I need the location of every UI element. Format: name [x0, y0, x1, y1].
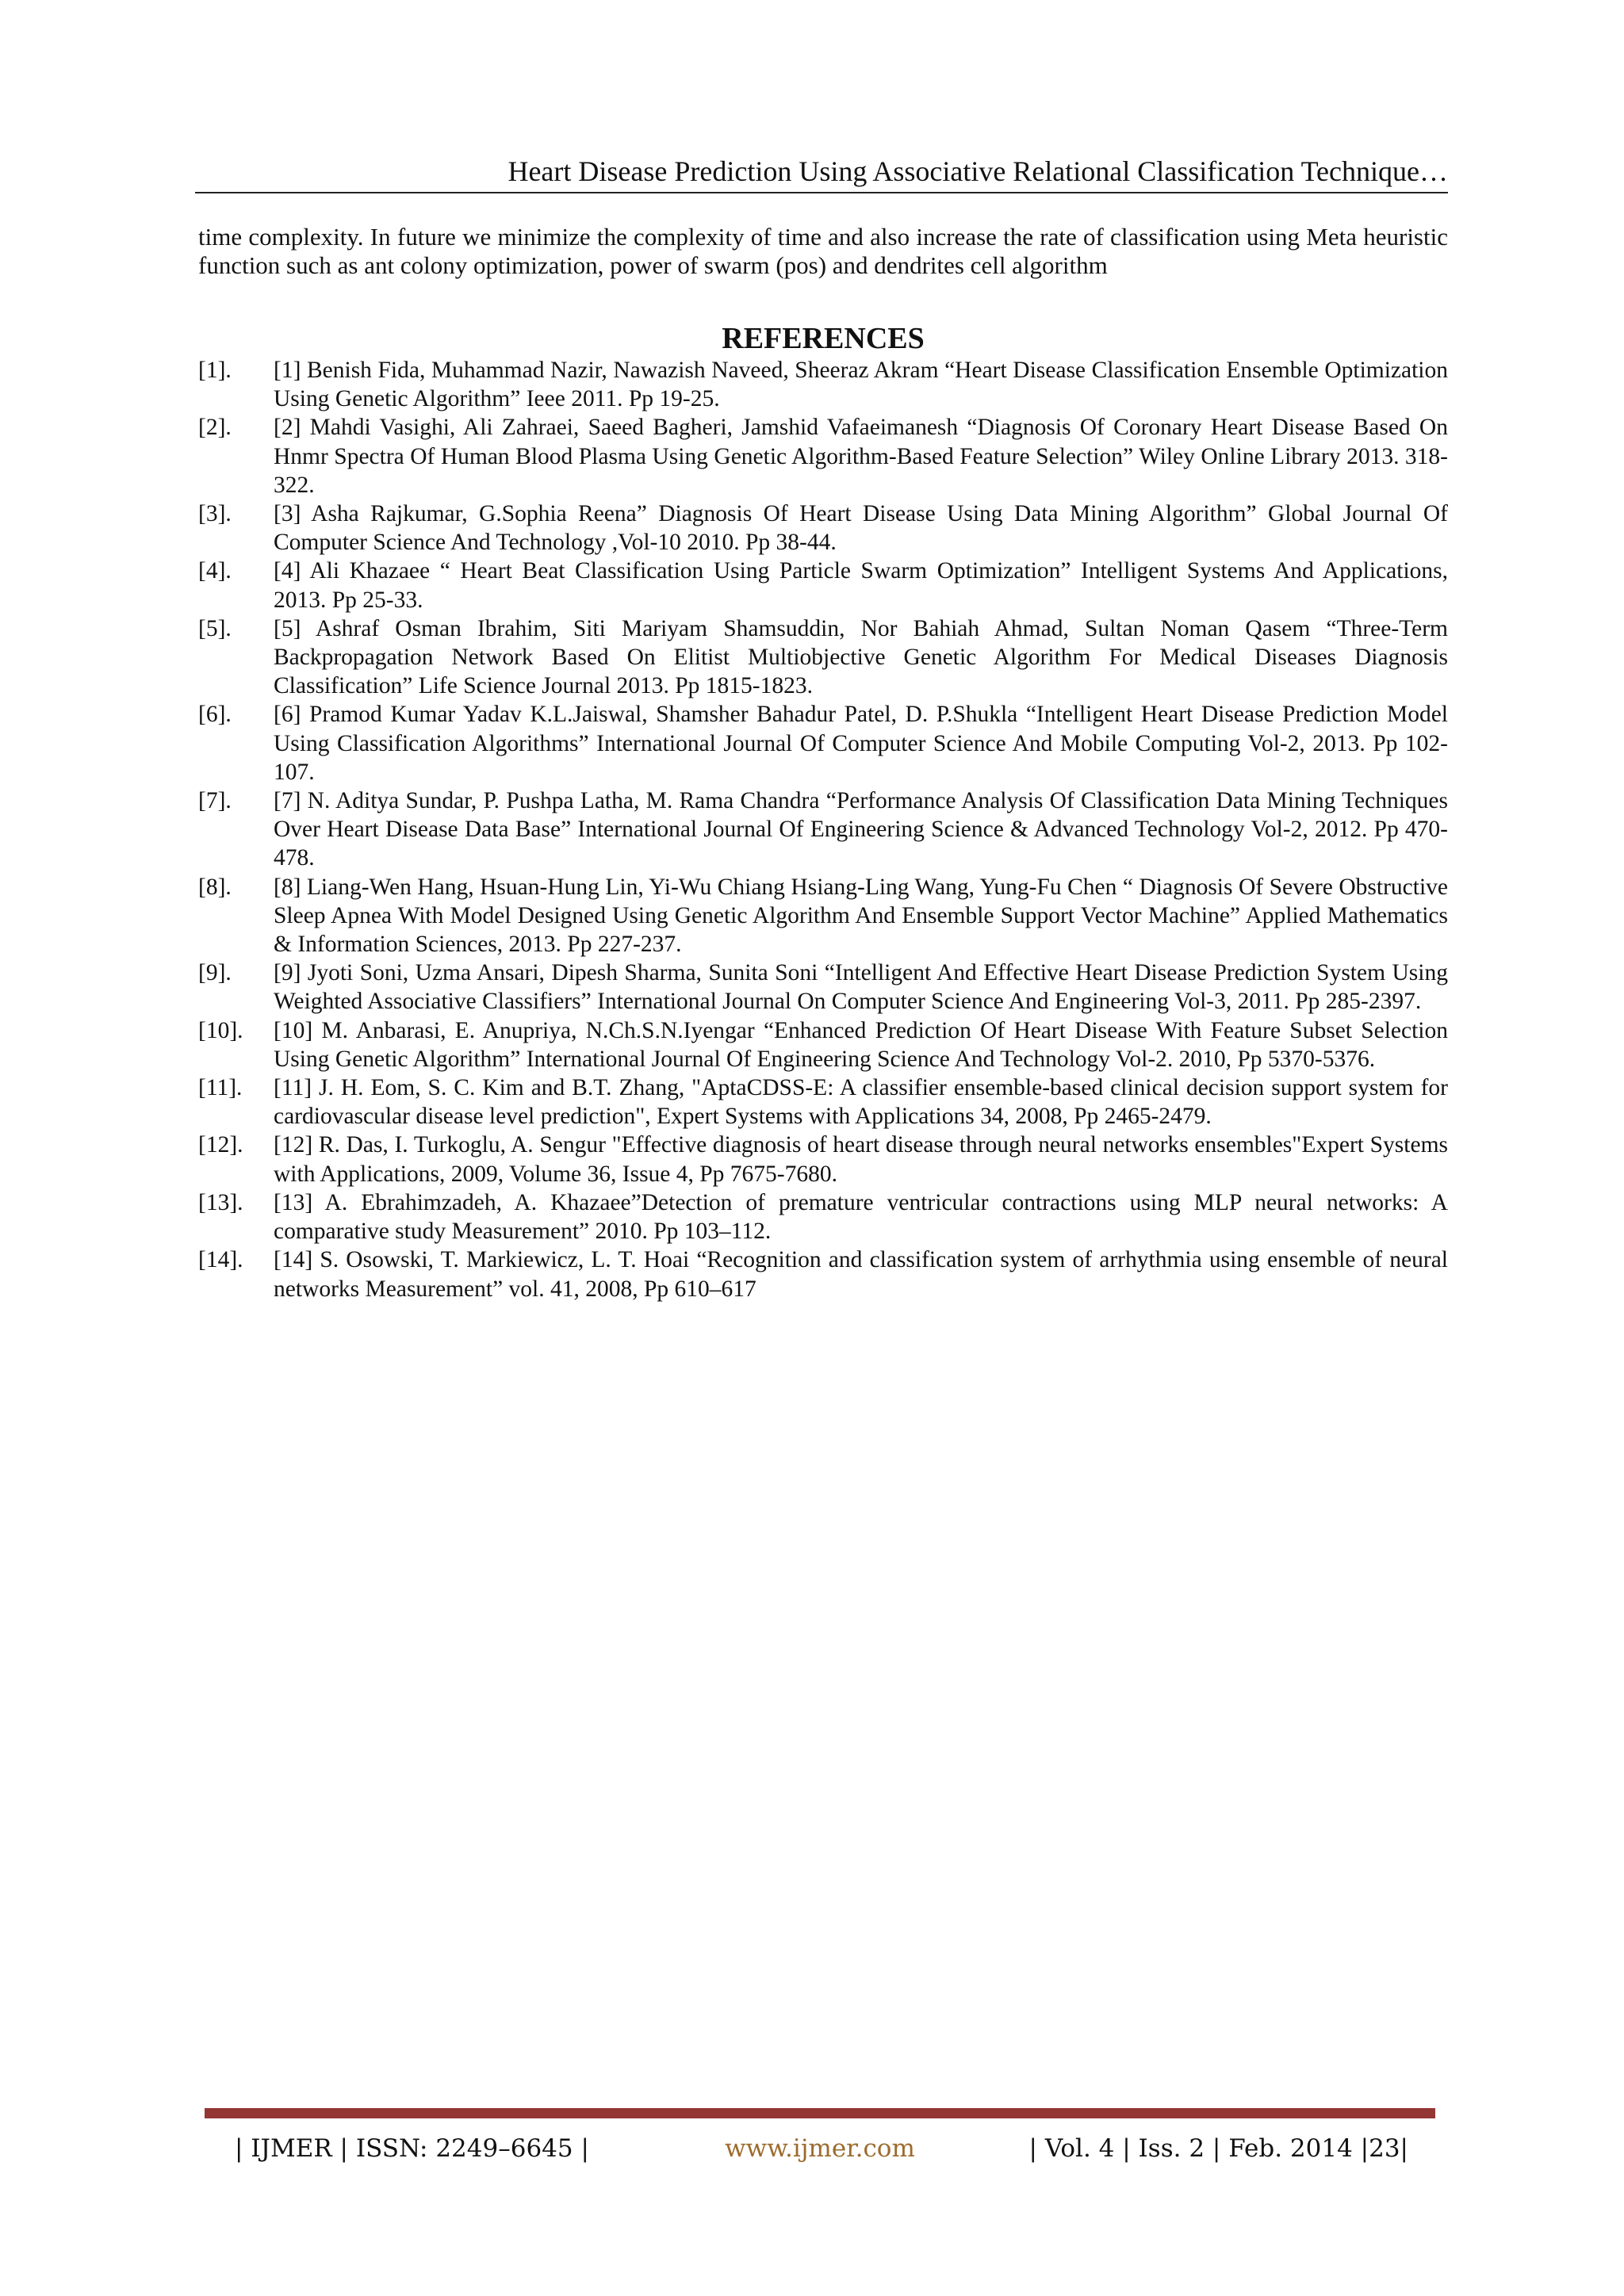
reference-item	[198, 873, 1448, 959]
reference-item	[198, 1246, 1448, 1303]
reference-item	[198, 959, 1448, 1016]
reference-number: [2].	[198, 415, 232, 441]
reference-item	[198, 356, 1448, 413]
reference-text: [5] Ashraf Osman Ibrahim, Siti Mariyam Shamsuddin, Nor Bahiah Ahmad, Sultan Noman Qasem “Three-Term Backpropagation Network Based On Elitist Multiobjective Genetic Algorithm For Medical Diseases Diagnosis Classification” Life Science Journal 2013. Pp 1815-1823.	[274, 615, 1448, 699]
reference-item	[198, 557, 1448, 614]
reference-number: [5].	[198, 615, 232, 641]
reference-text: [11] J. H. Eom, S. C. Kim and B.T. Zhang, "AptaCDSS-E: A classifier ensemble-based clinical decision support system for cardiovascular disease level prediction", Expert Systems with Applications 34, 2008, Pp 2465-2479.	[274, 1075, 1448, 1130]
footer-journal-issn: | IJMER | ISSN: 2249–6645 |	[235, 2134, 589, 2163]
reference-number: [4].	[198, 558, 232, 584]
reference-item	[198, 786, 1448, 873]
reference-number: [6].	[198, 702, 232, 728]
reference-item	[198, 1131, 1448, 1188]
reference-number: [13].	[198, 1189, 243, 1215]
footer	[205, 2131, 1435, 2166]
reference-item	[198, 499, 1448, 557]
reference-item	[198, 1016, 1448, 1073]
reference-text: [4] Ali Khazaee “ Heart Beat Classification Using Particle Swarm Optimization” Intelligent Systems And Applications, 2013. Pp 25-33.	[274, 558, 1448, 613]
reference-item	[198, 1188, 1448, 1246]
reference-number: [12].	[198, 1132, 243, 1158]
reference-text: [10] M. Anbarasi, E. Anupriya, N.Ch.S.N.Iyengar “Enhanced Prediction Of Heart Disease With Feature Subset Selection Using Genetic Algorithm” International Journal Of Engineering Science And Technology Vol-2. 2010, Pp 5370-5376.	[274, 1017, 1448, 1072]
reference-item	[198, 700, 1448, 786]
reference-number: [10].	[198, 1017, 243, 1043]
reference-number: [3].	[198, 501, 232, 527]
reference-number: [1].	[198, 358, 232, 383]
reference-text: [1] Benish Fida, Muhammad Nazir, Nawazish Naveed, Sheeraz Akram “Heart Disease Classification Ensemble Optimization Using Genetic Algorithm” Ieee 2011. Pp 19-25.	[274, 358, 1448, 412]
reference-text: [14] S. Osowski, T. Markiewicz, L. T. Hoai “Recognition and classification system of arrhythmia using ensemble of neural networks Measurement” vol. 41, 2008, Pp 610–617	[274, 1247, 1448, 1302]
reference-text: [6] Pramod Kumar Yadav K.L.Jaiswal, Shamsher Bahadur Patel, D. P.Shukla “Intelligent Heart Disease Prediction Model Using Classification Algorithms” International Journal Of Computer Science And Mobile Computing Vol-2, 2013. Pp 102-107.	[274, 702, 1448, 785]
body-paragraph: time complexity. In future we minimize the complexity of time and also increase the rate of classification using Meta heuristic function such as ant colony optimization, power of swarm (pos) and dendrites cell algorithm	[198, 223, 1448, 279]
footer-volume-page: | Vol. 4 | Iss. 2 | Feb. 2014 |23|	[1028, 2134, 1408, 2163]
reference-number: [14].	[198, 1247, 243, 1273]
running-header-title: Heart Disease Prediction Using Associative Relational Classification Technique…	[508, 155, 1448, 187]
reference-number: [11].	[198, 1075, 243, 1101]
reference-number: [9].	[198, 960, 232, 986]
reference-text: [9] Jyoti Soni, Uzma Ansari, Dipesh Sharma, Sunita Soni “Intelligent And Effective Heart Disease Prediction System Using Weighted Associative Classifiers” International Journal On Computer Science And Engineering Vol-3, 2011. Pp 285-2397.	[274, 960, 1448, 1015]
reference-text: [3] Asha Rajkumar, G.Sophia Reena” Diagnosis Of Heart Disease Using Data Mining Algorithm” Global Journal Of Computer Science And Technology ,Vol-10 2010. Pp 38-44.	[274, 501, 1448, 556]
reference-text: [2] Mahdi Vasighi, Ali Zahraei, Saeed Bagheri, Jamshid Vafaeimanesh “Diagnosis Of Coronary Heart Disease Based On Hnmr Spectra Of Human Blood Plasma Using Genetic Algorithm-Based Feature Selection” Wiley Online Library 2013. 318-322.	[274, 415, 1448, 498]
reference-text: [8] Liang-Wen Hang, Hsuan-Hung Lin, Yi-Wu Chiang Hsiang-Ling Wang, Yung-Fu Chen “ Diagnosis Of Severe Obstructive Sleep Apnea With Model Designed Using Genetic Algorithm And Ensemble Support Vector Machine” Applied Mathematics & Information Sciences, 2013. Pp 227-237.	[274, 874, 1448, 958]
references-heading: REFERENCES	[722, 322, 925, 355]
reference-item	[198, 1073, 1448, 1131]
references-list	[198, 356, 1448, 1303]
footer-bar	[205, 2108, 1435, 2118]
footer-website-link[interactable]: www.ijmer.com	[725, 2134, 915, 2163]
reference-item	[198, 413, 1448, 499]
reference-number: [8].	[198, 874, 232, 900]
reference-number: [7].	[198, 788, 232, 814]
reference-text: [13] A. Ebrahimzadeh, A. Khazaee”Detection of premature ventricular contractions using MLP neural networks: A comparative study Measurement” 2010. Pp 103–112.	[274, 1189, 1448, 1245]
header-rule	[195, 192, 1448, 193]
reference-item	[198, 614, 1448, 701]
reference-text: [12] R. Das, I. Turkoglu, A. Sengur "Effective diagnosis of heart disease through neural networks ensembles"Expert Systems with Applications, 2009, Volume 36, Issue 4, Pp 7675-7680.	[274, 1132, 1448, 1187]
reference-text: [7] N. Aditya Sundar, P. Pushpa Latha, M. Rama Chandra “Performance Analysis Of Classification Data Mining Techniques Over Heart Disease Data Base” International Journal Of Engineering Science & Advanced Technology Vol-2, 2012. Pp 470-478.	[274, 788, 1448, 871]
